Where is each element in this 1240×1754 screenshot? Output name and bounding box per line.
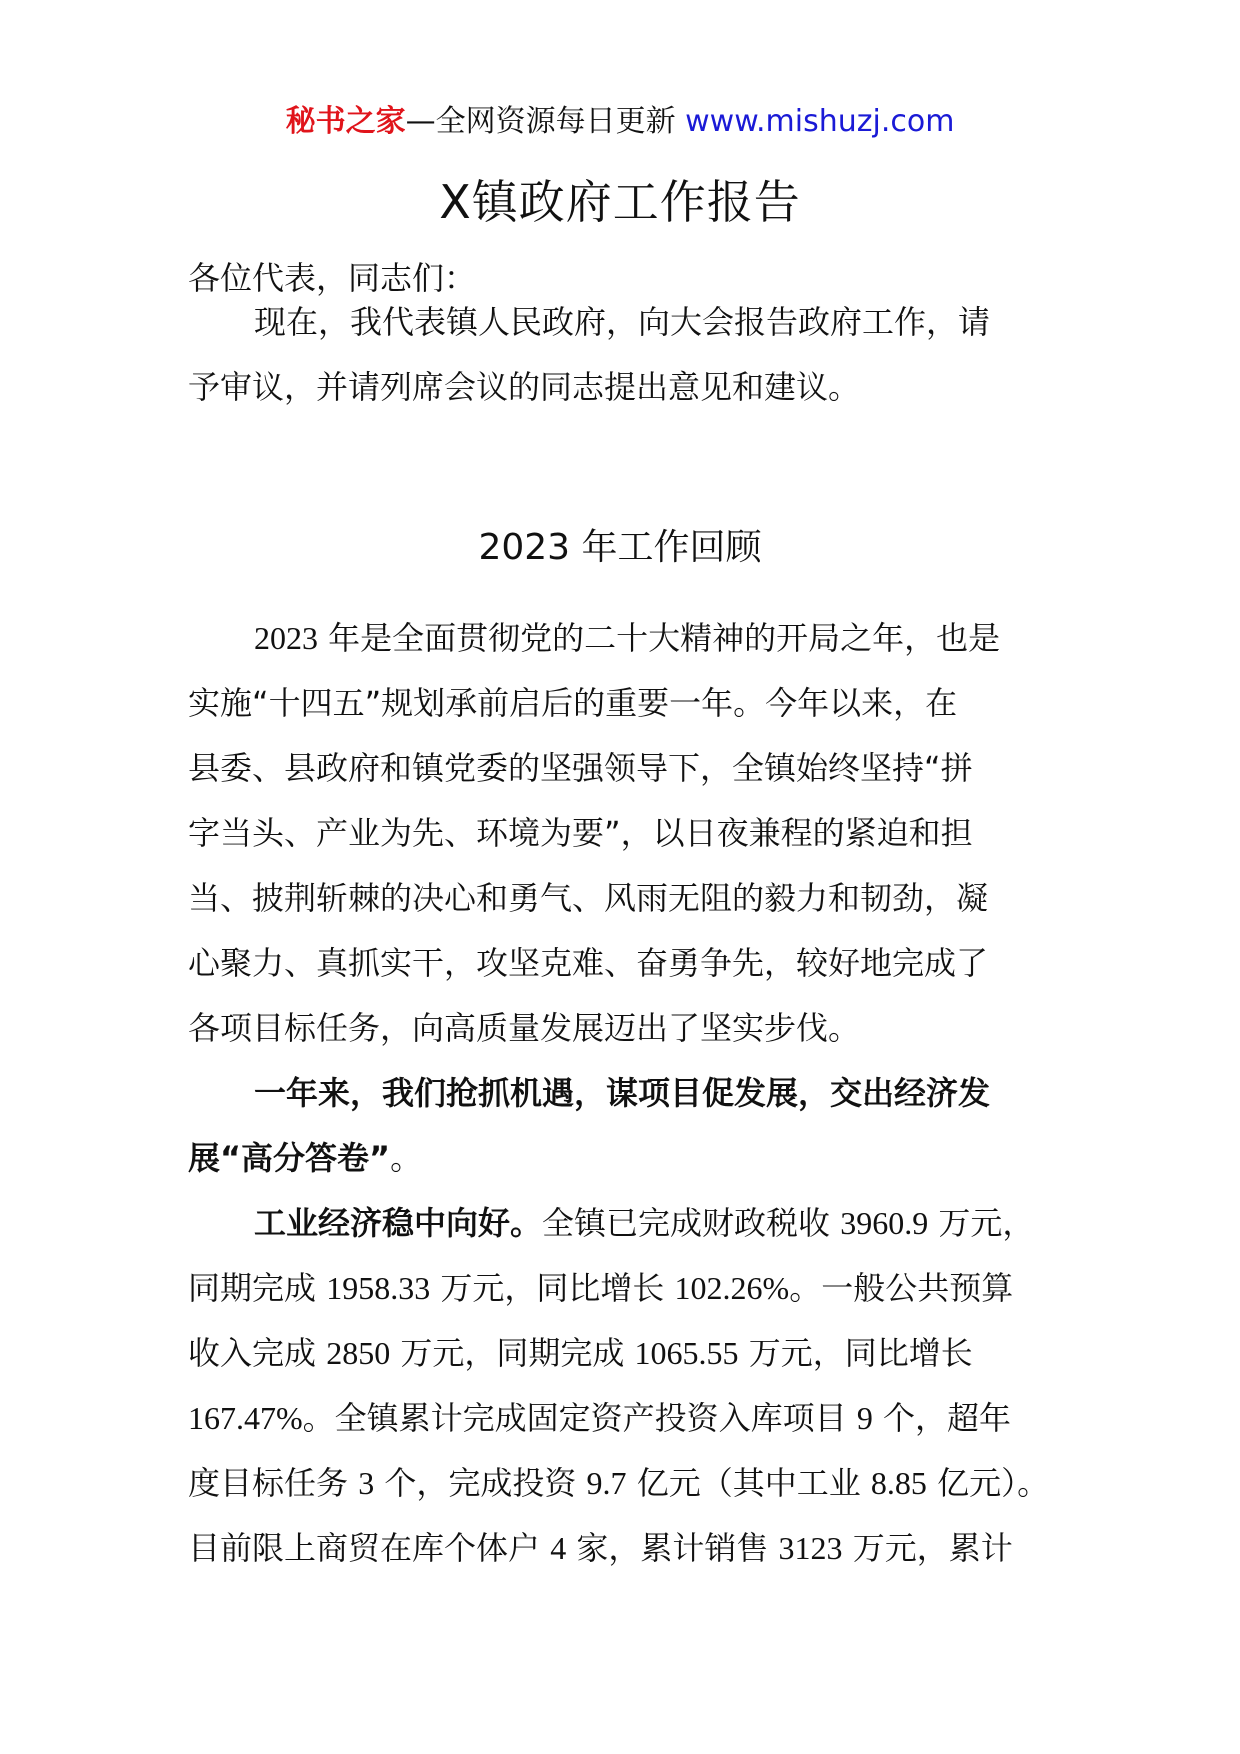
summary-line-1: 一年来，我们抢抓机遇，谋项目促发展，交出经济发 [254,1074,991,1112]
industry-l3-a: 收入完成 [188,1334,327,1372]
brand-name: 秘书之家 [285,104,406,139]
summary-line-2-bold: 展“高分答卷” [188,1139,391,1177]
industry-l2-a: 同期完成 [188,1269,327,1307]
industry-l3-b: 万元，同期完成 [390,1334,635,1372]
industry-l4-b: 个，超年 [872,1399,1012,1437]
intro-paragraph [188,290,1054,420]
industry-l2-b: 万元，同比增长 [430,1269,675,1307]
summary-line-2 [188,1126,1054,1191]
review-paragraph [188,606,1054,1061]
industry-l4-n2: 9 [856,1400,873,1436]
review-line-2: 实施“十四五”规划承前启后的重要一年。今年以来，在 [188,684,958,722]
industry-l6-n1: 4 [550,1530,567,1566]
industry-line-6 [188,1516,1054,1581]
industry-l5-d: 亿元）。 [926,1464,1050,1502]
review-year: 2023 [254,620,318,656]
industry-l1-a: 全镇已完成财政税收 [542,1204,841,1242]
industry-l6-b: 家，累计销售 [566,1529,779,1567]
industry-l5-n2: 9.7 [586,1465,627,1501]
header-slogan: —全网资源每日更新 [405,104,686,139]
intro-line-1: 现在，我代表镇人民政府，向大会报告政府工作，请 [254,303,991,341]
industry-l5-a: 度目标任务 [188,1464,359,1502]
header-url[interactable]: www.mishuzj.com [685,104,955,139]
section-heading: 2023 年工作回顾 [478,527,762,568]
industry-line-3 [188,1321,1054,1386]
industry-l1-b: 万元， [928,1204,1035,1242]
industry-lead: 工业经济稳中向好。 [254,1204,543,1242]
salutation: 各位代表，同志们： [188,259,477,297]
industry-l3-c: 万元，同比增长 [738,1334,973,1372]
review-line-7: 各项目标任务，向高质量发展迈出了坚实步伐。 [188,1009,861,1047]
industry-l4-n1: 167.47% [188,1400,303,1436]
industry-l3-n2: 1065.55 [634,1335,739,1371]
industry-l6-n2: 3123 [778,1530,843,1566]
industry-l5-n3: 8.85 [870,1465,927,1501]
review-line-1 [188,606,1054,671]
review-line-1-text: 年是全面贯彻党的二十大精神的开局之年，也是 [318,619,1001,657]
industry-l2-c: 。一般公共预算 [789,1269,1014,1307]
industry-l5-c: 亿元（其中工业 [626,1464,871,1502]
review-line-5: 当、披荆斩棘的决心和勇气、风雨无阻的毅力和韧劲，凝 [188,879,989,917]
industry-l1-n1: 3960.9 [840,1205,929,1241]
document-title: X镇政府工作报告 [439,175,801,229]
industry-paragraph [188,1191,1054,1581]
industry-l2-n1: 1958.33 [326,1270,431,1306]
industry-l6-a: 目前限上商贸在库个体户 [188,1529,551,1567]
industry-l4-a: 。全镇累计完成固定资产投资入库项目 [302,1399,857,1437]
summary-paragraph [188,1061,1054,1191]
review-line-6: 心聚力、真抓实干，攻坚克难、奋勇争先，较好地完成了 [188,944,989,982]
industry-l5-n1: 3 [358,1465,375,1501]
industry-l6-c: 万元，累计 [842,1529,1013,1567]
review-line-4: 字当头、产业为先、环境为要”，以日夜兼程的紧迫和担 [188,814,973,852]
industry-l2-n2: 102.26% [674,1270,790,1306]
watermark-header [0,100,1240,144]
industry-line-4 [188,1386,1054,1451]
industry-l5-b: 个，完成投资 [374,1464,587,1502]
intro-line-2: 予审议，并请列席会议的同志提出意见和建议。 [188,368,861,406]
review-line-3: 县委、县政府和镇党委的坚强领导下，全镇始终坚持“拼 [188,749,973,787]
industry-l3-n1: 2850 [326,1335,391,1371]
industry-line-5 [188,1451,1054,1516]
industry-line-2 [188,1256,1054,1321]
industry-line-1 [188,1191,1054,1256]
summary-line-2-end: 。 [390,1139,423,1177]
